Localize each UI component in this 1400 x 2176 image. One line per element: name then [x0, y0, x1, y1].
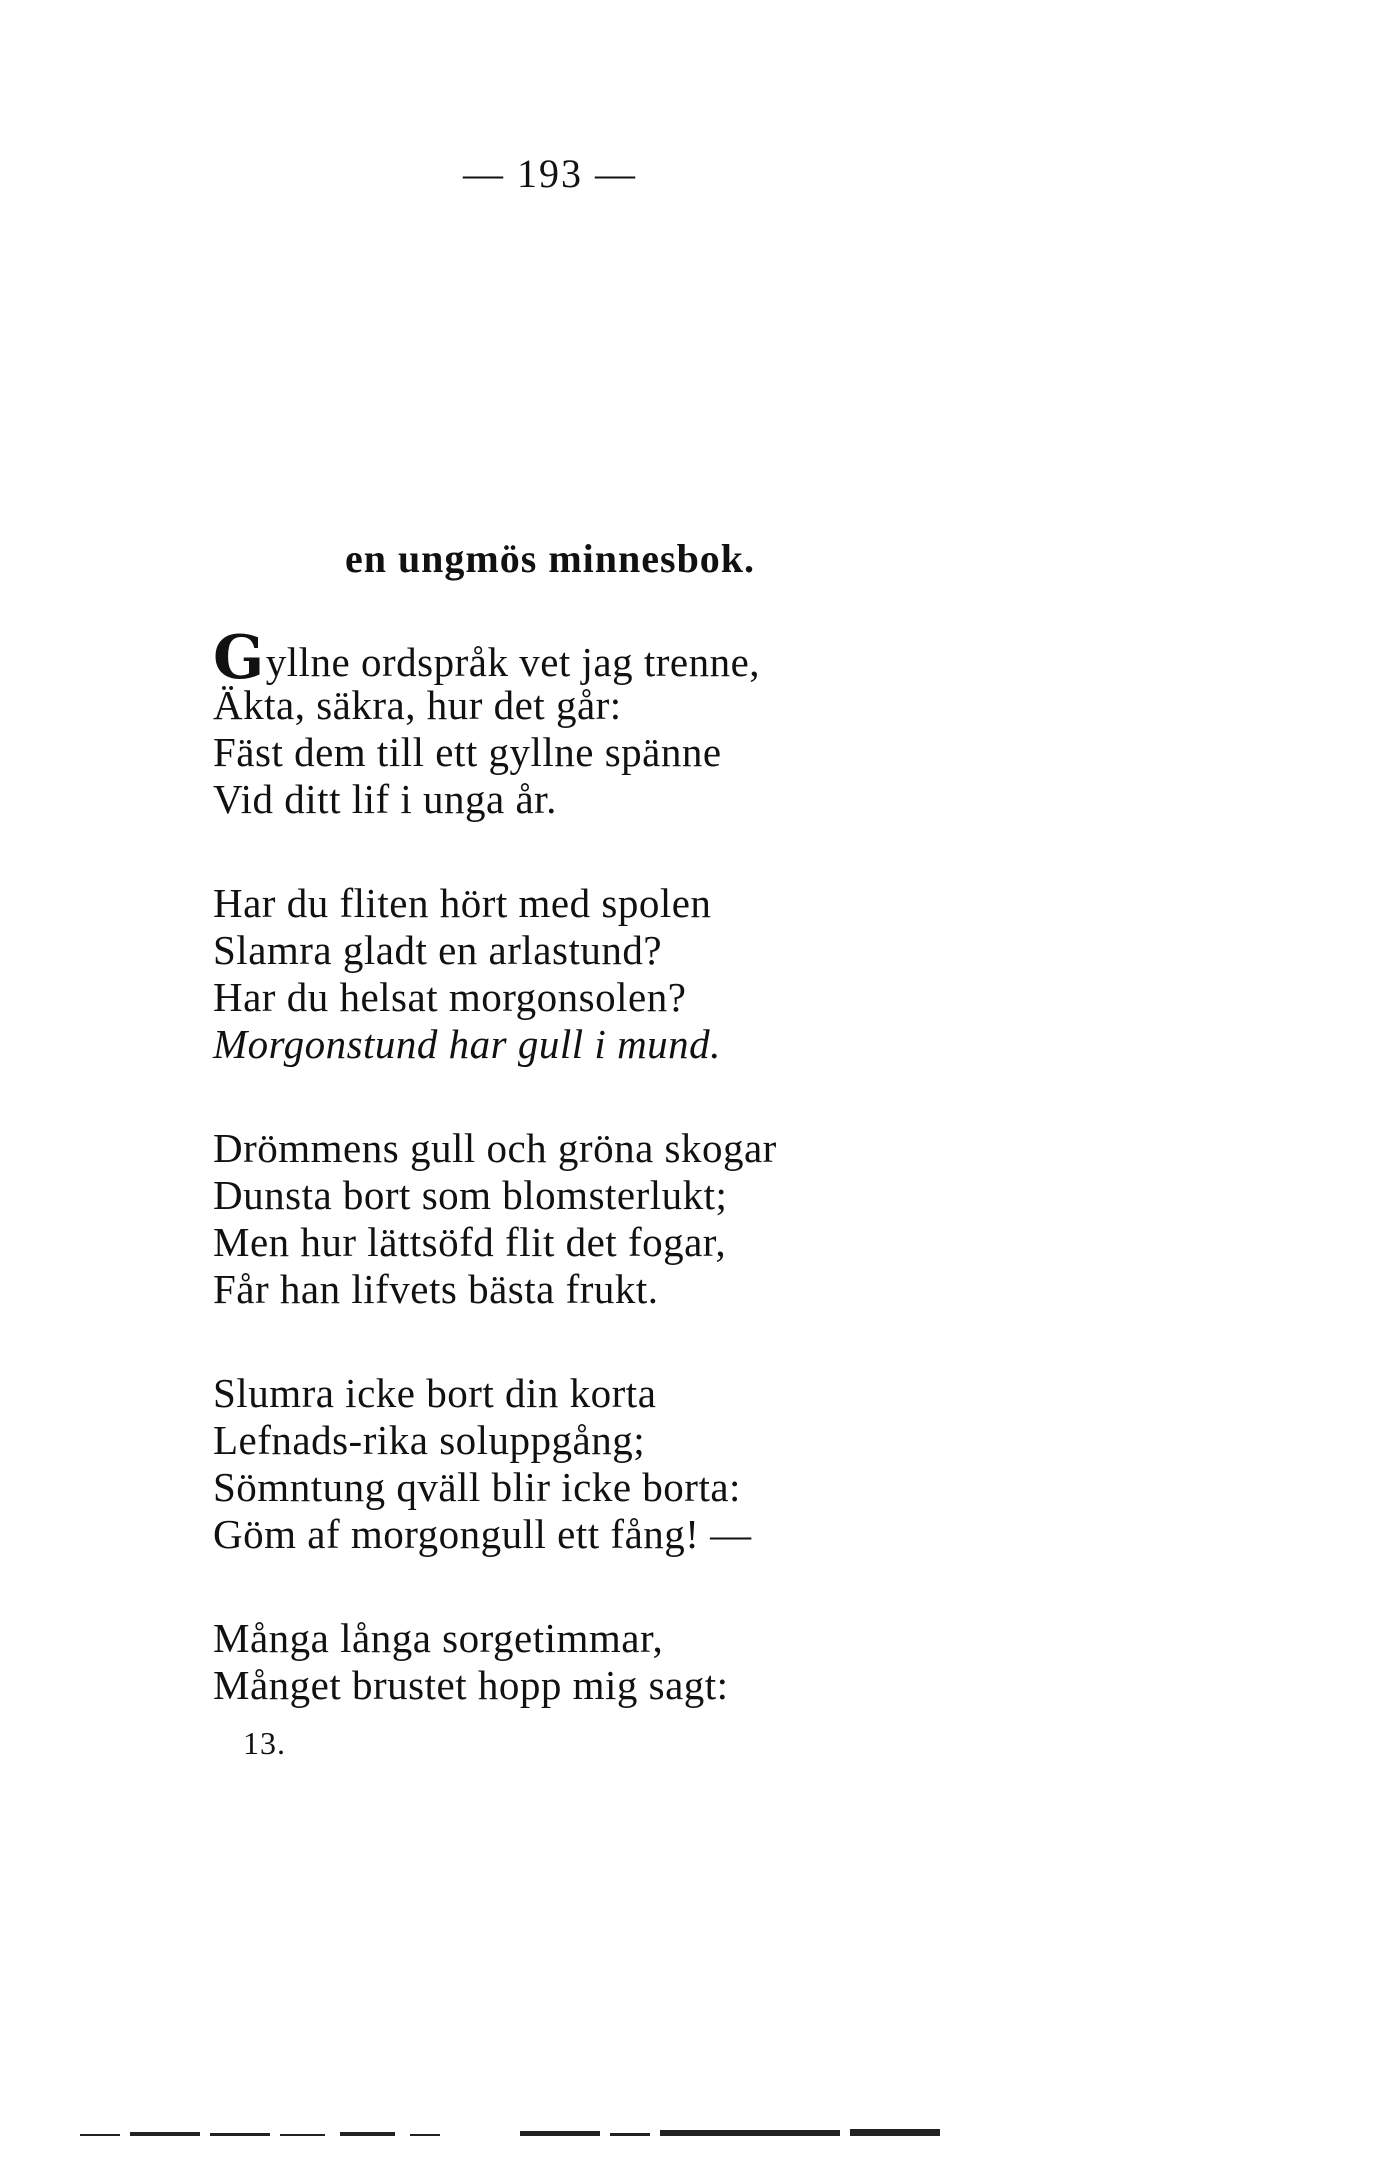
page-number: — 193 —	[463, 151, 637, 196]
poem-line: Slumra icke bort din korta	[213, 1370, 657, 1416]
poem-body	[213, 623, 933, 1766]
stanza-4	[213, 1370, 933, 1558]
signature-mark: 13.	[243, 1725, 286, 1761]
stanza-1	[213, 623, 933, 823]
poem-line: Äkta, säkra, hur det går:	[213, 682, 622, 728]
poem-line: Men hur lättsöfd flit det fogar,	[213, 1219, 727, 1265]
scan-edge-noise	[80, 2125, 1080, 2141]
poem-line: Fäst dem till ett gyllne spänne	[213, 729, 722, 775]
poem-line: Vid ditt lif i unga år.	[213, 776, 557, 822]
poem-line: Dunsta bort som blomsterlukt;	[213, 1172, 728, 1218]
drop-cap: G	[213, 623, 265, 693]
poem-line: Får han lifvets bästa frukt.	[213, 1266, 659, 1312]
poem-title: en ungmös minnesbok.	[344, 536, 756, 581]
poem-line: Sömntung qväll blir icke borta:	[213, 1464, 741, 1510]
poem-line: Slamra gladt en arlastund?	[213, 927, 663, 973]
poem-line-italic: Morgonstund har gull i mund.	[213, 1021, 721, 1067]
poem-line: Har du fliten hört med spolen	[213, 880, 712, 926]
stanza-3	[213, 1125, 933, 1313]
poem-line: Har du helsat morgonsolen?	[213, 974, 687, 1020]
poem-line-text: yllne ordspråk vet jag trenne,	[265, 639, 761, 685]
poem-line: Drömmens gull och gröna skogar	[213, 1125, 777, 1171]
poem-line: Göm af morgongull ett fång! —	[213, 1511, 752, 1557]
poem-line: Många långa sorgetimmar,	[213, 1615, 664, 1661]
poem-line	[213, 623, 933, 693]
poem-line: Månget brustet hopp mig sagt:	[213, 1662, 729, 1708]
stanza-2	[213, 880, 933, 1068]
stanza-5	[213, 1615, 933, 1709]
poem-line: Lefnads-rika soluppgång;	[213, 1417, 646, 1463]
